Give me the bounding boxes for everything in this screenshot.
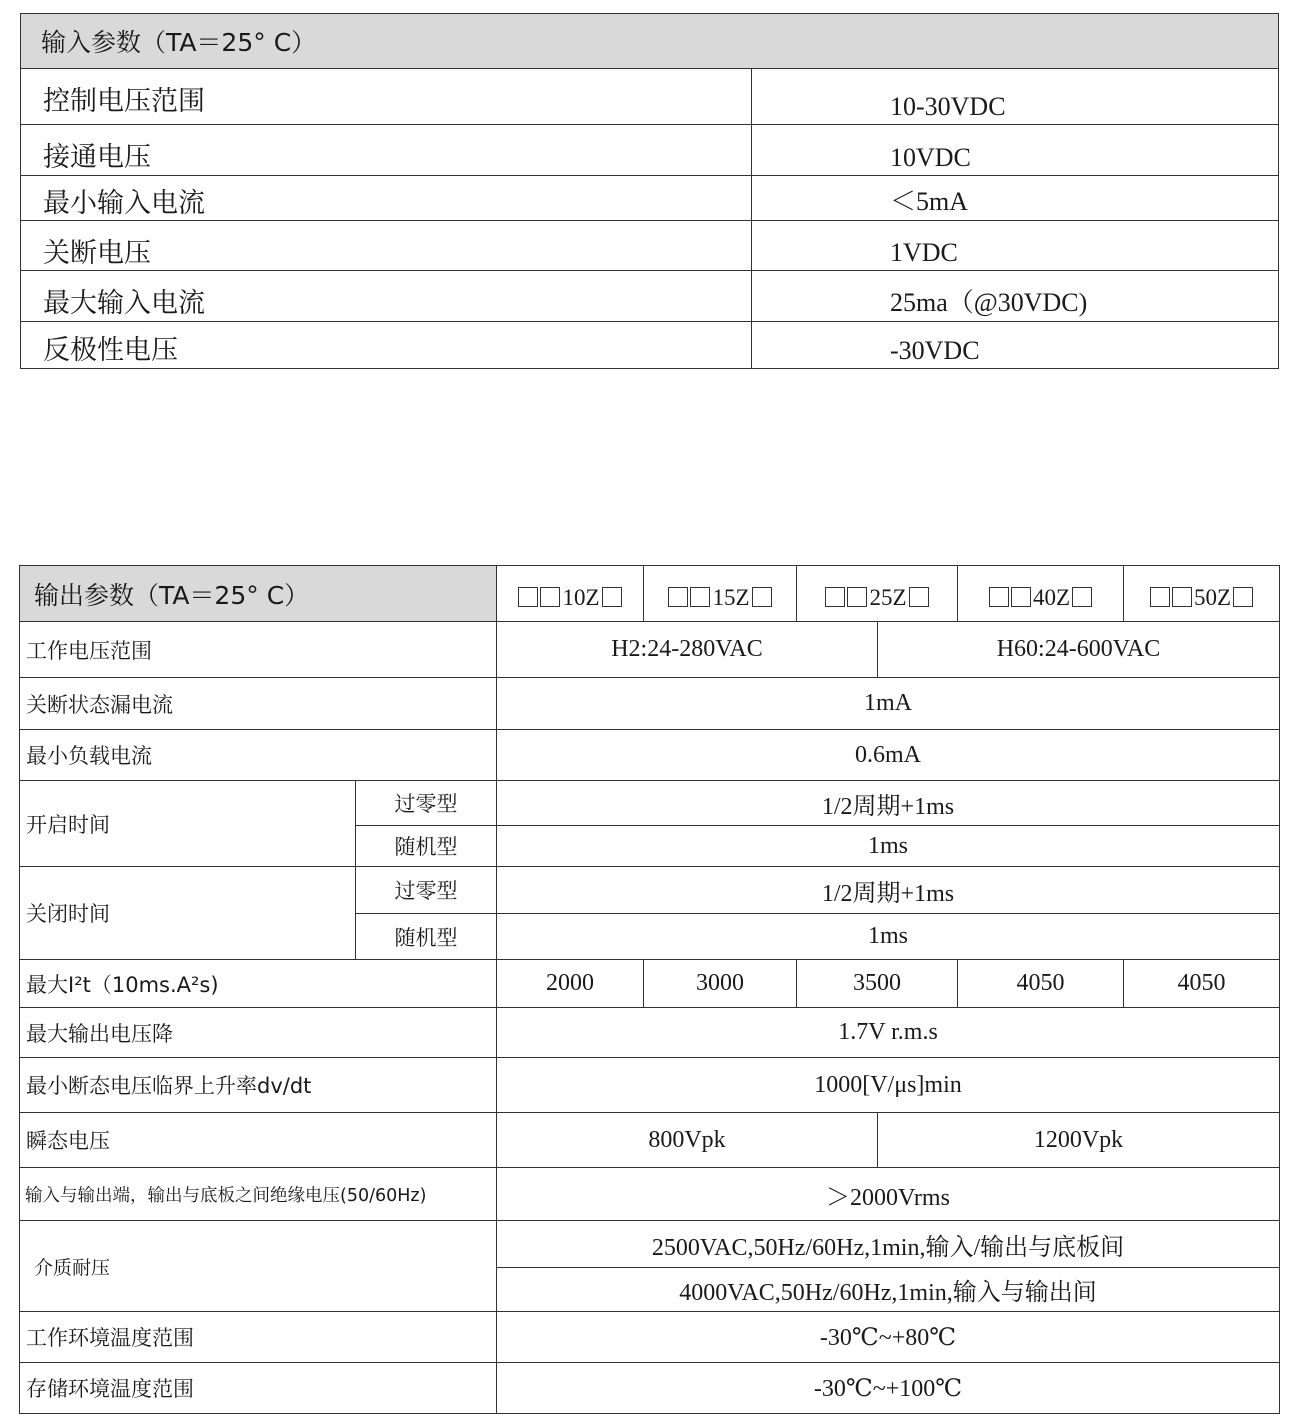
- row-label: 开启时间: [20, 781, 356, 867]
- value-cell: H2:24-280VAC: [497, 622, 878, 678]
- value-cell: 1mA: [497, 678, 1280, 730]
- value-cell: 2500VAC,50Hz/60Hz,1min,输入/输出与底板间: [497, 1221, 1280, 1268]
- input-row-value: 25ma（@30VDC): [752, 271, 1279, 322]
- model-header: 25Z: [797, 566, 958, 622]
- value-cell: 1/2周期+1ms: [497, 781, 1280, 826]
- value-cell: 1/2周期+1ms: [497, 867, 1280, 914]
- input-row-value: 10VDC: [752, 125, 1279, 176]
- input-row-label: 控制电压范围: [21, 69, 752, 125]
- model-header: 15Z: [644, 566, 797, 622]
- row-label: 工作电压范围: [20, 622, 497, 678]
- value-cell: 1200Vpk: [878, 1113, 1280, 1168]
- row-label: 关闭时间: [20, 867, 356, 960]
- input-parameters-table: [20, 13, 1279, 369]
- row-label: 工作环境温度范围: [20, 1312, 497, 1363]
- input-row-label: 最大输入电流: [21, 271, 752, 322]
- row-label: 最大I²t（10ms.A²s): [20, 960, 497, 1008]
- model-header: 40Z: [958, 566, 1124, 622]
- output-parameters-table: [19, 565, 1280, 1414]
- value-cell: 1000[V/μs]min: [497, 1058, 1280, 1113]
- i2t-value: 3000: [644, 960, 797, 1008]
- sub-label: 过零型: [356, 781, 497, 826]
- row-label: 最小断态电压临界上升率dv/dt: [20, 1058, 497, 1113]
- value-cell: -30℃~+80℃: [497, 1312, 1280, 1363]
- row-label: 输入与输出端，输出与底板之间绝缘电压(50/60Hz): [20, 1168, 497, 1221]
- value-cell: 1.7V r.m.s: [497, 1008, 1280, 1058]
- sub-label: 随机型: [356, 914, 497, 960]
- value-cell: -30℃~+100℃: [497, 1363, 1280, 1414]
- input-row-value: ＜5mA: [752, 176, 1279, 221]
- input-row-label: 接通电压: [21, 125, 752, 176]
- value-cell: 4000VAC,50Hz/60Hz,1min,输入与输出间: [497, 1268, 1280, 1312]
- input-row-value: -30VDC: [752, 322, 1279, 369]
- input-row-label: 反极性电压: [21, 322, 752, 369]
- row-label: 最大输出电压降: [20, 1008, 497, 1058]
- input-row-label: 关断电压: [21, 221, 752, 271]
- row-label: 最小负载电流: [20, 730, 497, 781]
- value-cell: H60:24-600VAC: [878, 622, 1280, 678]
- model-header: 50Z: [1124, 566, 1280, 622]
- row-label: 瞬态电压: [20, 1113, 497, 1168]
- sub-label: 过零型: [356, 867, 497, 914]
- value-cell: 1ms: [497, 914, 1280, 960]
- row-label: 存储环境温度范围: [20, 1363, 497, 1414]
- i2t-value: 4050: [1124, 960, 1280, 1008]
- input-row-value: 1VDC: [752, 221, 1279, 271]
- output-table-title: 输出参数（TA＝25° C）: [20, 566, 497, 622]
- sub-label: 随机型: [356, 826, 497, 867]
- i2t-value: 2000: [497, 960, 644, 1008]
- value-cell: 800Vpk: [497, 1113, 878, 1168]
- input-row-value: 10-30VDC: [752, 69, 1279, 125]
- model-header: 10Z: [497, 566, 644, 622]
- value-cell: 1ms: [497, 826, 1280, 867]
- row-label: 关断状态漏电流: [20, 678, 497, 730]
- i2t-value: 3500: [797, 960, 958, 1008]
- i2t-value: 4050: [958, 960, 1124, 1008]
- row-label: 介质耐压: [20, 1221, 497, 1312]
- input-table-title: 输入参数（TA＝25° C）: [21, 14, 1279, 69]
- value-cell: 0.6mA: [497, 730, 1280, 781]
- value-cell: ＞2000Vrms: [497, 1168, 1280, 1221]
- input-row-label: 最小输入电流: [21, 176, 752, 221]
